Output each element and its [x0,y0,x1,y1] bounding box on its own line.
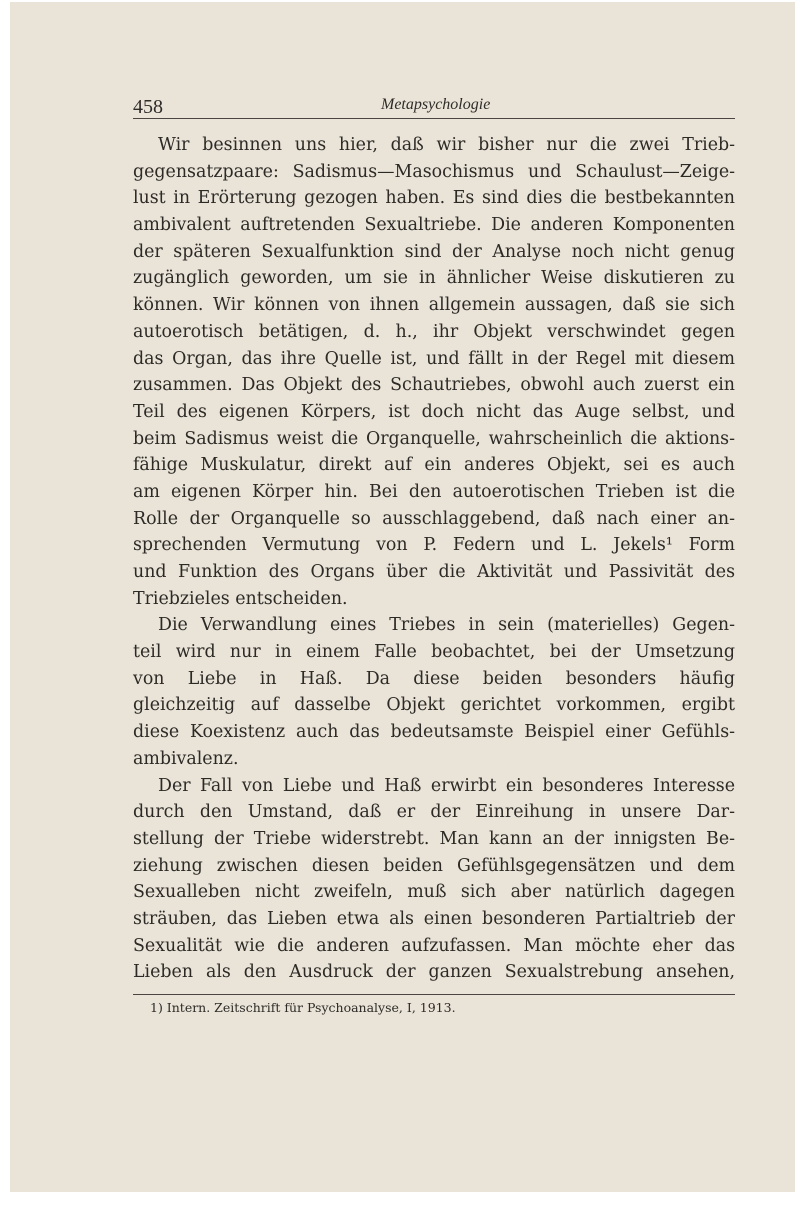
text-line: Die Verwandlung eines Triebes in sein (materielles) Gegen- [158,615,735,636]
text-line: gleichzeitig auf dasselbe Objekt gerichtet vorkommen, ergibt [133,695,735,716]
text-line: lust in Erörterung gezogen haben. Es sind dies die bestbekannten [133,188,735,209]
text-line: der späteren Sexualfunktion sind der Analyse noch nicht genug [133,241,735,262]
text-line: am eigenen Körper hin. Bei den autoerotischen Trieben ist die [133,481,735,502]
text-line: stellung der Triebe widerstrebt. Man kann an der innigsten Be- [133,828,735,849]
text-line: zugänglich geworden, um sie in ähnlicher Weise diskutieren zu [133,268,735,289]
text-line: beim Sadismus weist die Organquelle, wahrscheinlich die aktions- [133,428,735,449]
footnote-rule [133,994,735,995]
text-line: können. Wir können von ihnen allgemein aussagen, daß sie sich [133,295,735,316]
text-line: und Funktion des Organs über die Aktivität und Passivität des [133,562,735,582]
text-line: diese Koexistenz auch das bedeutsamste Beispiel einer Gefühls- [133,722,735,743]
text-line: teil wird nur in einem Falle beobachtet, bei der Umsetzung [133,642,735,663]
text-line: zusammen. Das Objekt des Schautriebes, obwohl auch zuerst ein [133,375,735,396]
text-line: Rolle der Organquelle so ausschlaggebend, daß nach einer an- [133,508,735,529]
text-line: Teil des eigenen Körpers, ist doch nicht das Auge selbst, und [133,401,735,422]
text-line: das Organ, das ihre Quelle ist, und fällt in der Regel mit diesem [133,348,735,369]
footnote: 1) Intern. Zeitschrift für Psychoanalyse, I, 1913. [150,1000,456,1015]
text-line: ambivalenz. [133,748,239,769]
text-line: Wir besinnen uns hier, daß wir bisher nur die zwei Trieb- [158,135,735,155]
text-line: autoerotisch betätigen, d. h., ihr Objekt verschwindet gegen [133,321,735,342]
page-number: 458 [133,96,163,118]
text-line: Sexualität wie die anderen aufzufassen. Man möchte eher das [133,935,735,956]
text-line: Triebzieles entscheiden. [133,588,348,609]
body-text [133,132,735,986]
text-line: von Liebe in Haß. Da diese beiden besonders häufig [133,668,735,689]
text-line: Sexualleben nicht zweifeln, muß sich aber natürlich dagegen [133,882,735,903]
text-line: durch den Umstand, daß er der Einreihung in unsere Dar- [133,802,735,823]
text-line: Lieben als den Ausdruck der ganzen Sexualstrebung ansehen, [133,962,735,983]
text-line: gegensatzpaare: Sadismus—Masochismus und Schaulust—Zeige- [133,161,735,182]
text-line: ziehung zwischen diesen beiden Gefühlsgegensätzen und dem [133,855,735,876]
running-title: Metapsychologie [381,96,491,113]
text-line: fähige Muskulatur, direkt auf ein anderes Objekt, sei es auch [133,455,735,476]
page-header [133,96,735,119]
text-line: ambivalent auftretenden Sexualtriebe. Die anderen Komponenten [133,215,735,236]
text-line: sprechenden Vermutung von P. Federn und L. Jekels¹ Form [133,535,735,556]
text-line: Der Fall von Liebe und Haß erwirbt ein besonderes Interesse [158,775,735,796]
text-line: sträuben, das Lieben etwa als einen besonderen Partialtrieb der [133,908,735,929]
